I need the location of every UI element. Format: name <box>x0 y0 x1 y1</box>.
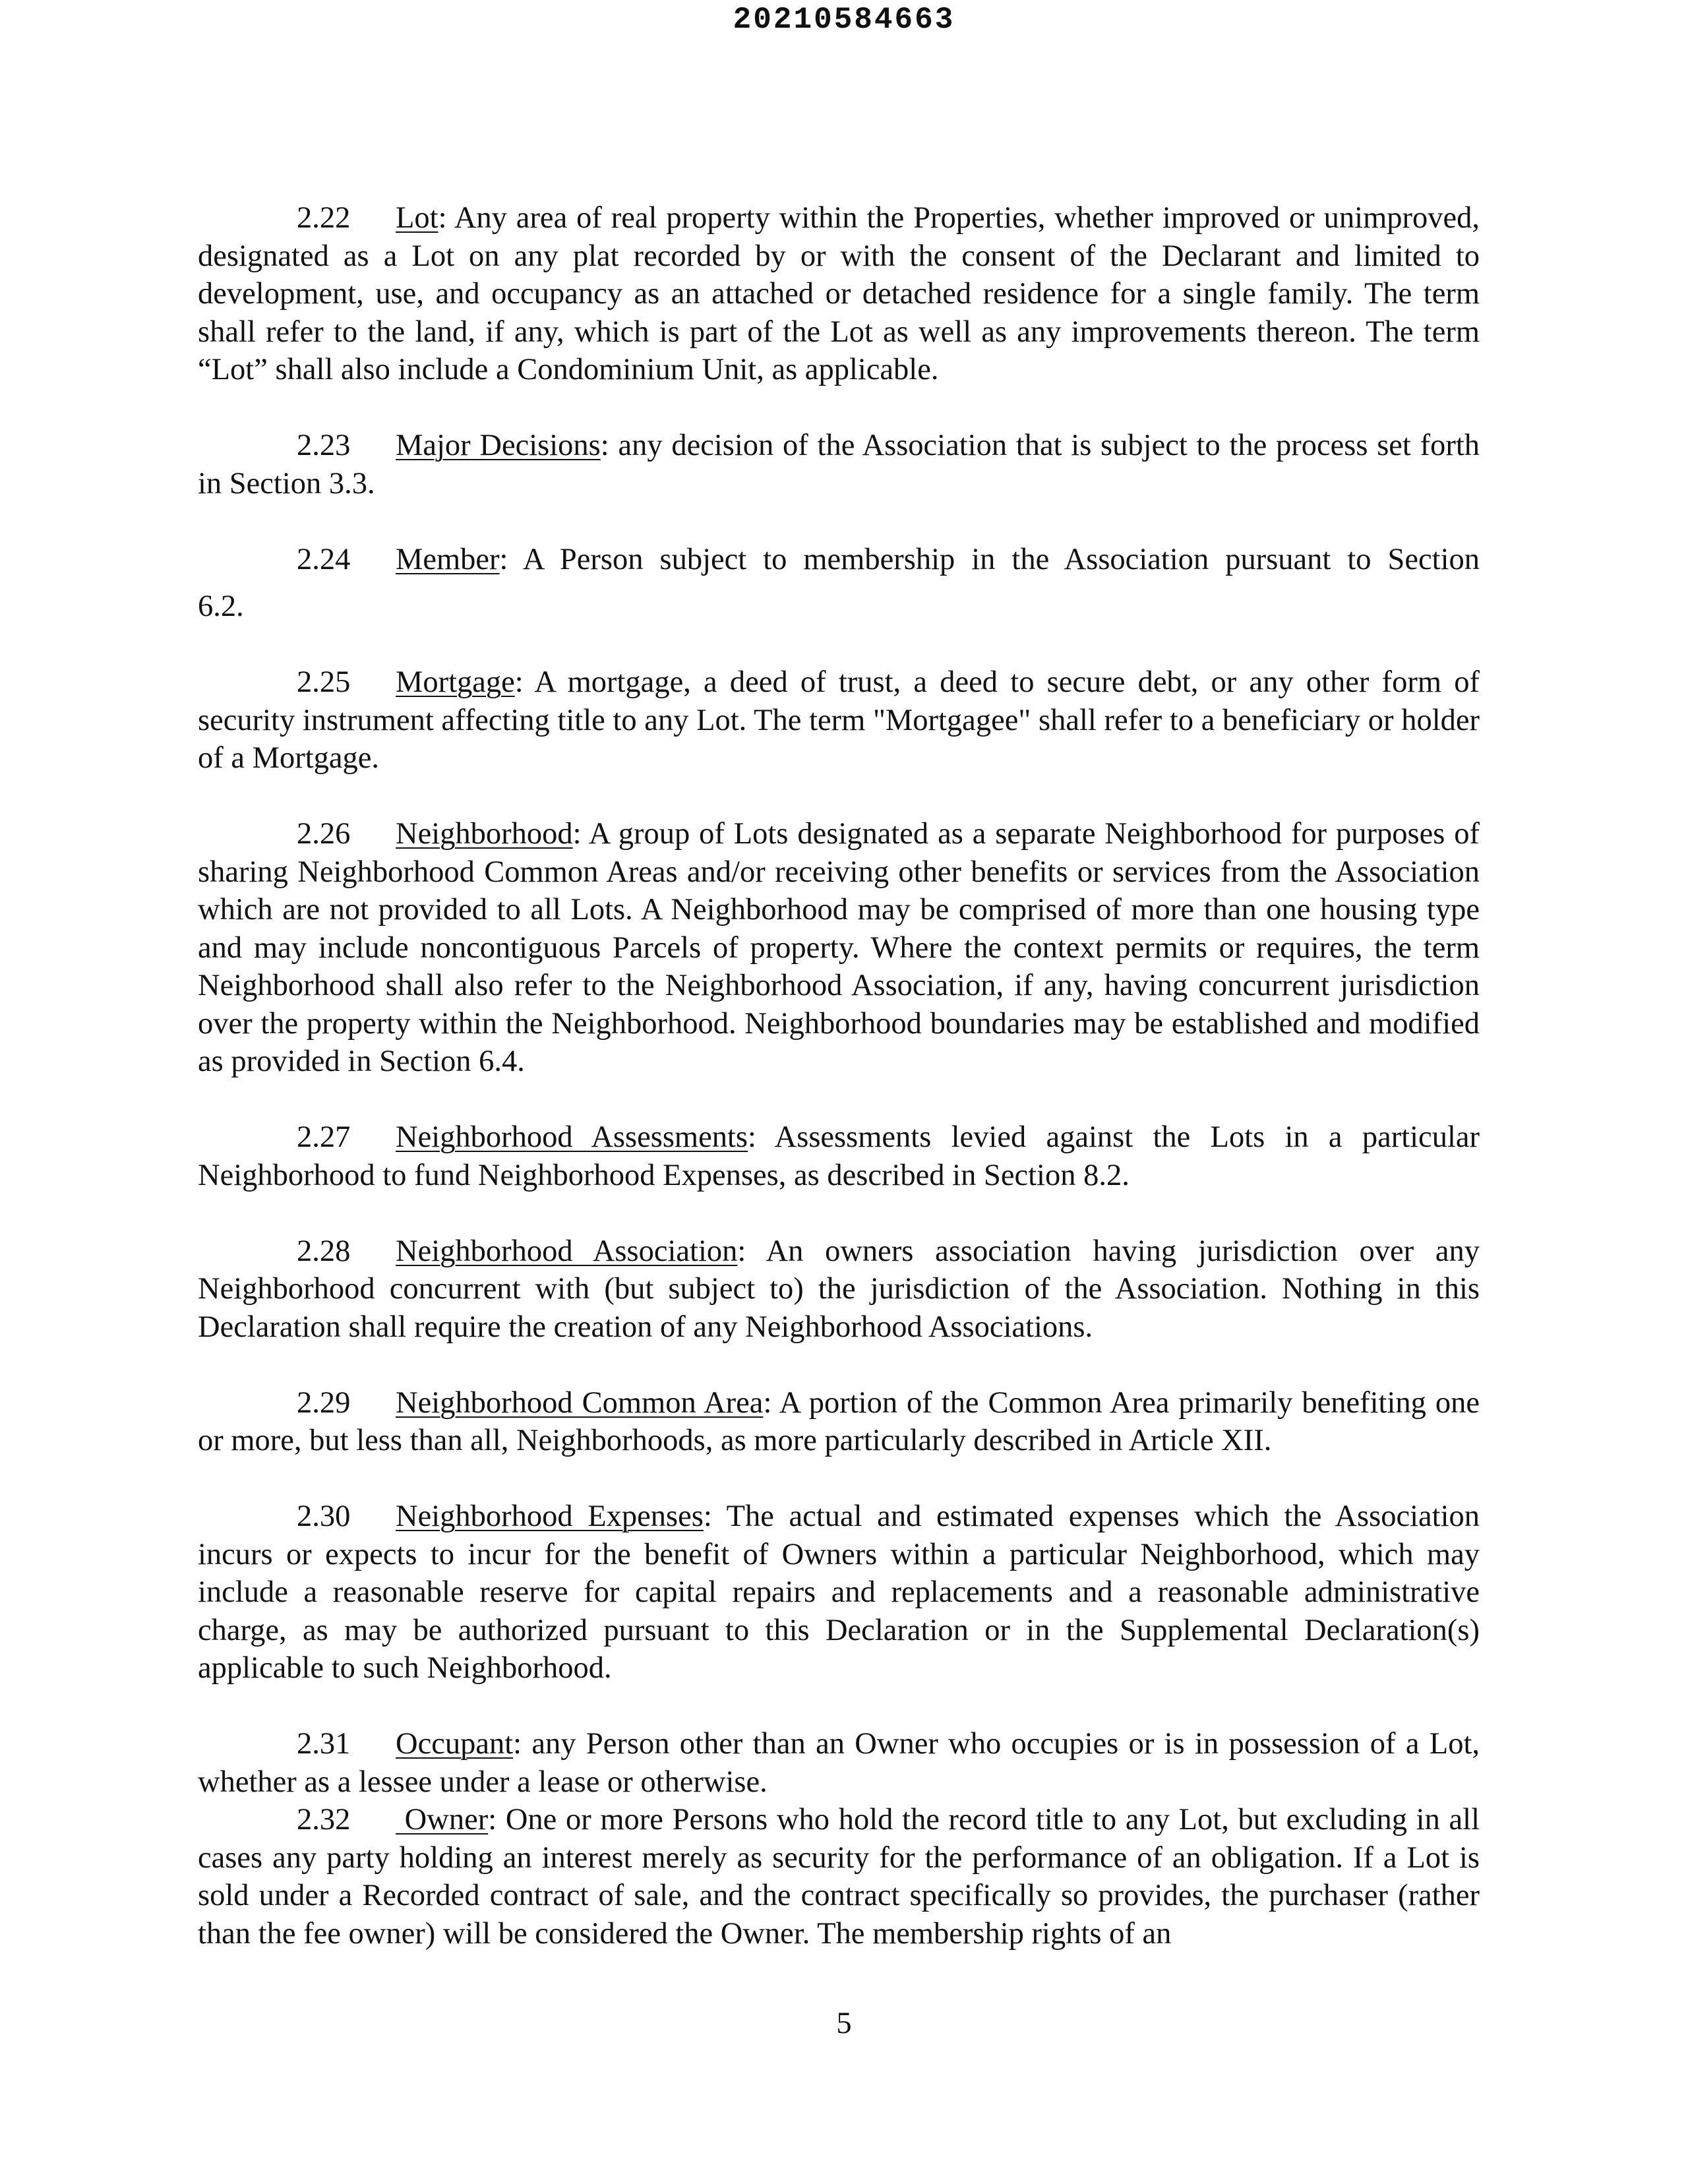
document-number: 20210584663 <box>733 3 955 37</box>
defined-term: Major Decisions <box>396 429 601 462</box>
definition-2-32 <box>198 1801 1480 1953</box>
defined-term: Neighborhood Assessments <box>396 1120 748 1154</box>
definition-text: : The actual and estimated expenses which the Association incurs or expects to incur for the benefit of Owners within a particular Neighborhood, which may include a reasonable reserve for capital repairs and replacements and a reasonable administrative charge, as may be authorized pursuant to this Declaration or in the Supplemental Declaration(s) applicable to such Neighborhood. <box>198 1500 1480 1685</box>
defined-term: Neighborhood Association <box>396 1234 738 1268</box>
section-number: 2.25 <box>297 665 351 699</box>
definition-text: : any Person other than an Owner who occupies or is in possession of a Lot, whether as a lessee under a lease or otherwise. <box>198 1727 1480 1799</box>
defined-term: Neighborhood Common Area <box>396 1385 764 1420</box>
definition-text: : Assessments levied against the Lots in a particular Neighborhood to fund Neighborhood Expenses, as described in Section 8.2. <box>198 1120 1480 1192</box>
definition-2-24 <box>198 541 1480 626</box>
defined-term: Lot <box>396 201 438 235</box>
definition-2-29 <box>198 1384 1480 1460</box>
document-body <box>198 199 1480 1953</box>
definition-2-27 <box>198 1118 1480 1194</box>
section-number: 2.32 <box>297 1803 351 1836</box>
defined-term: Mortgage <box>396 665 515 699</box>
definition-text-continued: 6.2. <box>198 590 244 623</box>
definition-2-26 <box>198 815 1480 1081</box>
definition-text: : One or more Persons who hold the record title to any Lot, but excluding in all cases any party holding an interest merely as security for the performance of an obligation. If a Lot is sold under a Recorded contract of sale, and the contract specifically so provides, the purchaser (rather than the fee owner) will be considered the Owner. The membership rights of an <box>198 1803 1480 1951</box>
section-number: 2.26 <box>297 817 351 851</box>
definition-2-28 <box>198 1232 1480 1347</box>
section-number: 2.28 <box>297 1234 351 1268</box>
section-number: 2.24 <box>297 542 351 576</box>
definition-text: : Any area of real property within the Properties, whether improved or unimproved, designated as a Lot on any plat recorded by or with the consent of the Declarant and limited to development, use, and occupancy as an attached or detached residence for a single family. The term shall refer to the land, if any, which is part of the Lot as well as any improvements thereon. The term “Lot” shall also include a Condominium Unit, as applicable. <box>198 201 1480 386</box>
definition-2-30 <box>198 1498 1480 1687</box>
section-number: 2.27 <box>297 1120 351 1154</box>
definition-2-22 <box>198 199 1480 389</box>
definition-text: : A mortgage, a deed of trust, a deed to secure debt, or any other form of security instrument affecting title to any Lot. The term "Mortgagee" shall refer to a beneficiary or holder of a Mortgage. <box>198 665 1480 775</box>
defined-term: Neighborhood <box>396 817 573 851</box>
definition-text: : any decision of the Association that is subject to the process set forth in Section 3.3. <box>198 429 1480 501</box>
section-number: 2.23 <box>297 429 351 462</box>
page-number: 5 <box>836 2007 852 2040</box>
defined-term: Member <box>396 542 500 576</box>
definition-2-25 <box>198 663 1480 777</box>
section-number: 2.31 <box>297 1727 351 1761</box>
section-number: 2.30 <box>297 1500 351 1533</box>
definition-text: : A group of Lots designated as a separate Neighborhood for purposes of sharing Neighborhood Common Areas and/or receiving other benefits or services from the Association which are not provided to all Lots. A Neighborhood may be comprised of more than one housing type and may include noncontiguous Parcels of property. Where the context permits or requires, the term Neighborhood shall also refer to the Neighborhood Association, if any, having concurrent jurisdiction over the property within the Neighborhood. Neighborhood boundaries may be established and modified as provided in Section 6.4. <box>198 817 1480 1078</box>
defined-term: Neighborhood Expenses <box>396 1500 704 1533</box>
definition-2-31 <box>198 1725 1480 1801</box>
definition-text: : A Person subject to membership in the Association pursuant to Section <box>499 542 1480 576</box>
defined-term: Occupant <box>396 1727 514 1761</box>
defined-term: Owner <box>396 1803 489 1836</box>
definition-2-23 <box>198 427 1480 502</box>
section-number: 2.22 <box>297 201 351 235</box>
section-number: 2.29 <box>297 1385 351 1420</box>
definition-text: : An owners association having jurisdiction over any Neighborhood concurrent with (but subject to) the jurisdiction of the Association. Nothing in this Declaration shall require the creation of any Neighborhood Associations. <box>198 1234 1480 1344</box>
definition-first-line <box>198 541 1480 579</box>
definition-text: : A portion of the Common Area primarily benefiting one or more, but less than all, Neighborhoods, as more particularly described in Article XII. <box>198 1385 1480 1457</box>
